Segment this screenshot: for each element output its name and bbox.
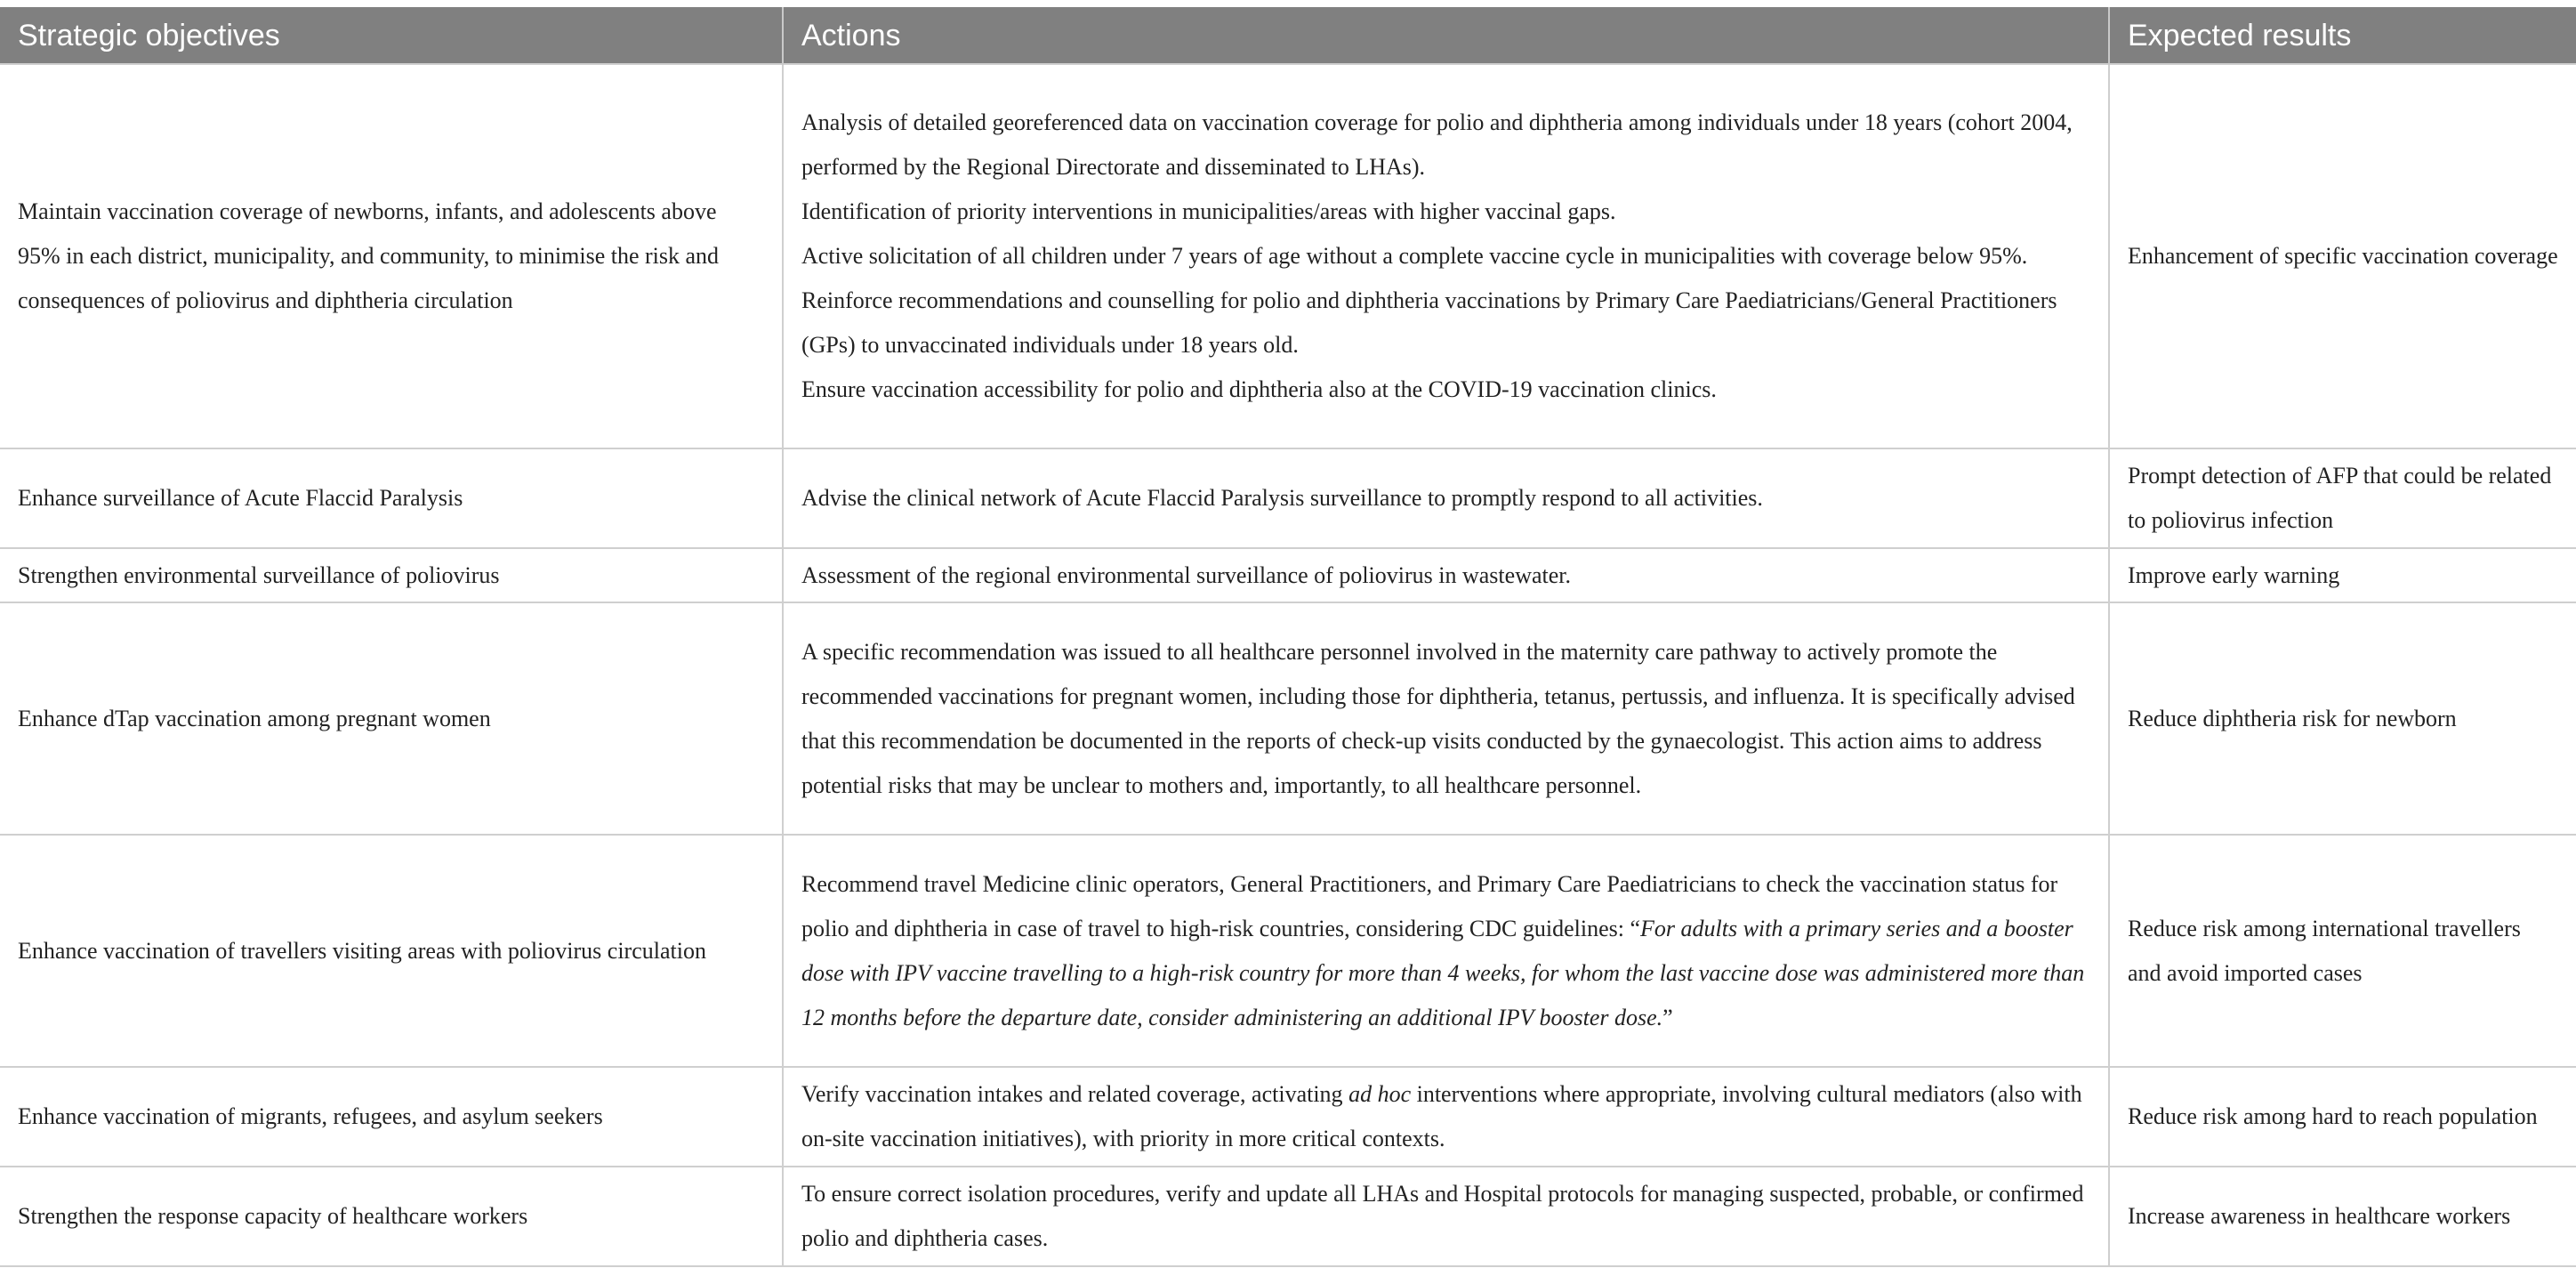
action-item: Identification of priority interventions in municipalities/areas with higher vaccinal gaps. bbox=[801, 198, 1616, 224]
objective-cell: Maintain vaccination coverage of newborns, infants, and adolescents above 95% in each district, municipality, and community, to minimise the risk and consequences of poliovirus and diphtheria circulation bbox=[0, 64, 783, 448]
result-cell: Prompt detection of AFP that could be related to poliovirus infection bbox=[2109, 448, 2576, 548]
table-row bbox=[0, 1167, 2576, 1266]
actions-cell: Assessment of the regional environmental surveillance of poliovirus in wastewater. bbox=[783, 548, 2109, 602]
header-results: Expected results bbox=[2109, 4, 2576, 64]
action-item: Ensure vaccination accessibility for polio and diphtheria also at the COVID-19 vaccination clinics. bbox=[801, 376, 1717, 402]
result-cell: Reduce diphtheria risk for newborn bbox=[2109, 602, 2576, 835]
result-cell: Increase awareness in healthcare workers bbox=[2109, 1167, 2576, 1266]
action-text: Verify vaccination intakes and related coverage, activating bbox=[801, 1081, 1349, 1107]
actions-cell bbox=[783, 835, 2109, 1067]
table-row bbox=[0, 64, 2576, 448]
cdc-quote: For adults with a primary series and a booster dose with IPV vaccine travelling to a high-risk country for more than 4 weeks, for whom the last vaccine dose was administered more than 12 months before the departure date, consider administering an additional IPV booster dose. bbox=[801, 915, 2085, 1030]
actions-cell: To ensure correct isolation procedures, verify and update all LHAs and Hospital protocols for managing suspected, probable, or confirmed polio and diphtheria cases. bbox=[783, 1167, 2109, 1266]
table-row bbox=[0, 835, 2576, 1067]
objective-cell: Enhance vaccination of travellers visiting areas with poliovirus circulation bbox=[0, 835, 783, 1067]
ad-hoc-term: ad hoc bbox=[1348, 1081, 1412, 1107]
objective-cell: Enhance surveillance of Acute Flaccid Paralysis bbox=[0, 448, 783, 548]
result-cell: Enhancement of specific vaccination coverage bbox=[2109, 64, 2576, 448]
table-row bbox=[0, 602, 2576, 835]
action-item: Reinforce recommendations and counselling for polio and diphtheria vaccinations by Primary Care Paediatricians/General Practitioners (GPs) to unvaccinated individuals under 18 years old. bbox=[801, 287, 2057, 358]
actions-cell: A specific recommendation was issued to all healthcare personnel involved in the maternity care pathway to actively promote the recommended vaccinations for pregnant women, including those for diphtheria, tetanus, pertussis, and influenza. It is specifically advised that this recommendation be documented in the reports of check-up visits conducted by the gynaecologist. This action aims to address potential risks that may be unclear to mothers and, importantly, to all healthcare personnel. bbox=[783, 602, 2109, 835]
header-objectives: Strategic objectives bbox=[0, 4, 783, 64]
header-row bbox=[0, 4, 2576, 64]
action-text: Recommend travel Medicine clinic operators, General Practitioners, and Primary Care Paediatricians to check the vaccination status for polio and diphtheria in case of travel to high-risk countries, considering CDC guidelines: “ bbox=[801, 870, 2058, 941]
objective-cell: Enhance vaccination of migrants, refugees, and asylum seekers bbox=[0, 1067, 783, 1167]
table-body bbox=[0, 64, 2576, 1266]
table-header bbox=[0, 4, 2576, 64]
objective-cell: Enhance dTap vaccination among pregnant women bbox=[0, 602, 783, 835]
result-cell: Reduce risk among international travellers and avoid imported cases bbox=[2109, 835, 2576, 1067]
action-text-end: interventions where appropriate, involving cultural mediators (also with on-site vaccination initiatives), with priority in more critical contexts. bbox=[801, 1081, 2082, 1151]
result-cell: Reduce risk among hard to reach population bbox=[2109, 1067, 2576, 1167]
result-cell: Improve early warning bbox=[2109, 548, 2576, 602]
action-text-end: ” bbox=[1662, 1004, 1673, 1030]
action-item: Active solicitation of all children under 7 years of age without a complete vaccine cycle in municipalities with coverage below 95%. bbox=[801, 243, 2028, 269]
objective-cell: Strengthen the response capacity of healthcare workers bbox=[0, 1167, 783, 1266]
actions-cell: Advise the clinical network of Acute Flaccid Paralysis surveillance to promptly respond to all activities. bbox=[783, 448, 2109, 548]
action-item: Analysis of detailed georeferenced data on vaccination coverage for polio and diphtheria among individuals under 18 years (cohort 2004, performed by the Regional Directorate and disseminated to LHAs). bbox=[801, 109, 2073, 180]
objective-cell: Strengthen environmental surveillance of poliovirus bbox=[0, 548, 783, 602]
actions-cell bbox=[783, 1067, 2109, 1167]
table-row bbox=[0, 548, 2576, 602]
table-row bbox=[0, 448, 2576, 548]
actions-cell bbox=[783, 64, 2109, 448]
header-actions: Actions bbox=[783, 4, 2109, 64]
table-row bbox=[0, 1067, 2576, 1167]
